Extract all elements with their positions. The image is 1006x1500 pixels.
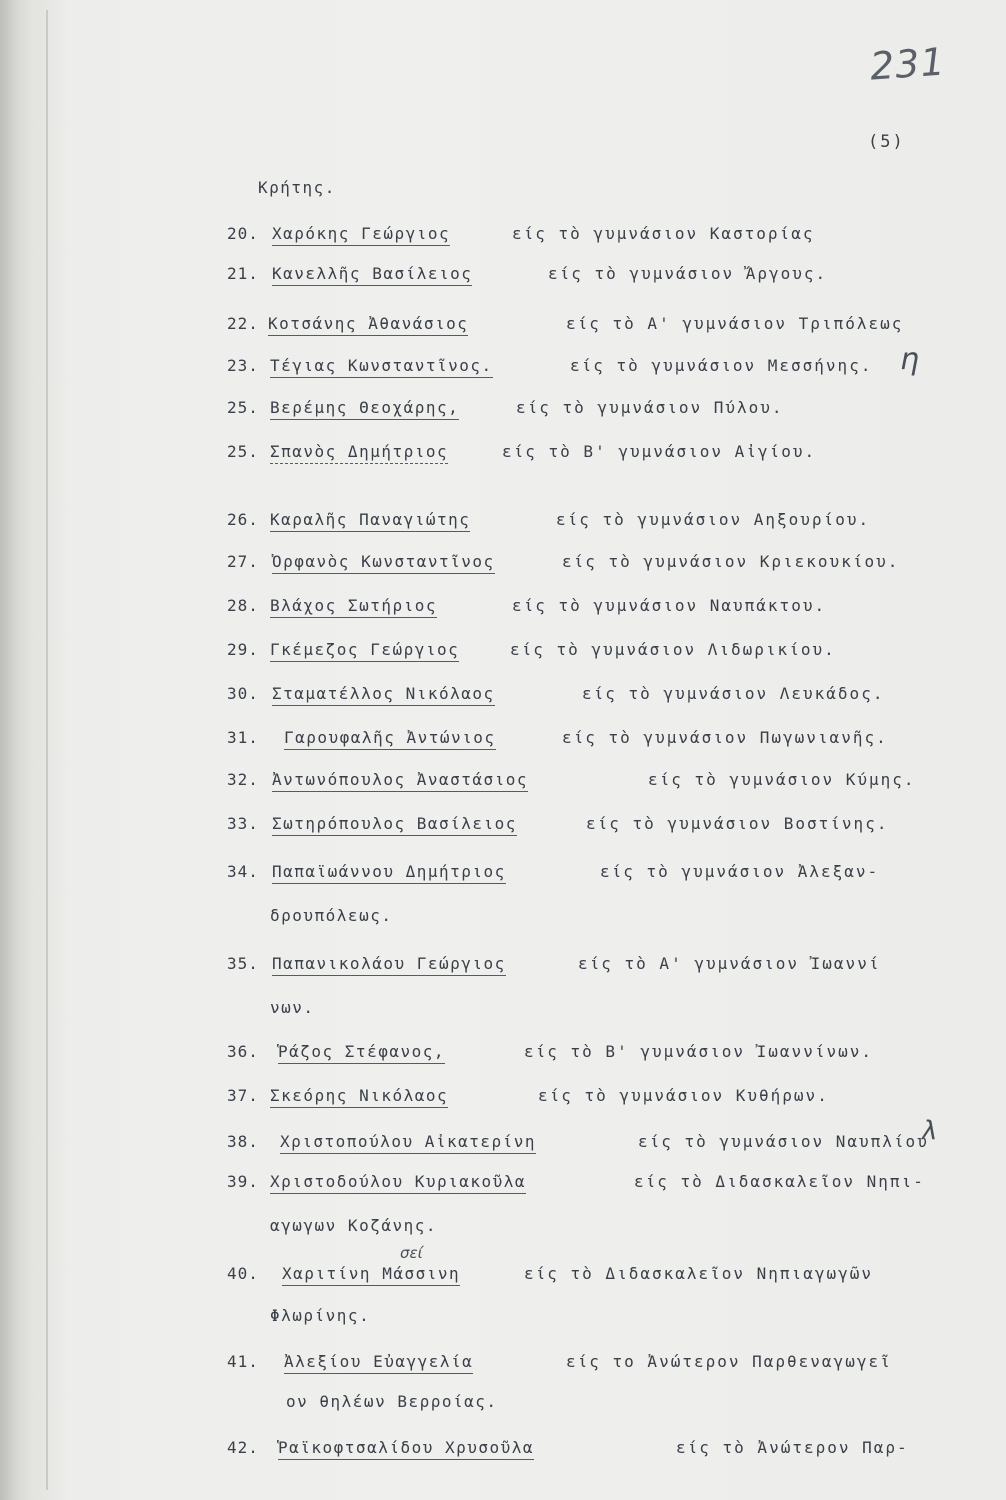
entry-name: Σταματέλλος Νικόλαος: [272, 684, 495, 706]
entry-continuation: Φλωρίνης.: [270, 1306, 371, 1325]
entry-name: Χριστοπούλου Αἰκατερίνη: [280, 1132, 536, 1154]
entry-name: Ὀρφανὸς Κωνσταντῖνος: [272, 552, 495, 574]
entry-name: Γκέμεζος Γεώργιος: [270, 640, 459, 662]
entry-number: 25.: [227, 442, 259, 461]
handwritten-correction: σεί: [400, 1244, 423, 1262]
entry-name: Ῥάζος Στέφανος,: [278, 1042, 445, 1064]
handwritten-correction: λ: [922, 1116, 938, 1146]
entry-number: 28.: [227, 596, 259, 615]
entry-number: 27.: [227, 552, 259, 571]
entry-assignment: είς τὸ γυμνάσιον Ναυπλίου: [638, 1132, 929, 1151]
entry-assignment: είς το Ἀνώτερον Παρθεναγωγεῖ: [566, 1352, 892, 1371]
entry-assignment: είς τὸ Διδασκαλεῖον Νηπι-: [634, 1172, 925, 1191]
entry-number: 32.: [227, 770, 259, 789]
entry-number: 29.: [227, 640, 259, 659]
entry-number: 23.: [227, 356, 259, 375]
entry-name: Χαριτίνη Μάσσινη: [282, 1264, 460, 1286]
entry-continuation: δρουπόλεως.: [270, 906, 393, 925]
entry-number: 42.: [227, 1438, 259, 1457]
entry-name: Παπανικολάου Γεώργιος: [272, 954, 506, 976]
entry-assignment: είς τὸ γυμνάσιον Μεσσήνης.: [570, 356, 873, 375]
entry-assignment: είς τὸ γυμνάσιον Κριεκουκίου.: [562, 552, 900, 571]
entry-assignment: είς τὸ γυμνάσιον Ἄργους.: [548, 264, 828, 283]
folio-number: 231: [868, 39, 947, 89]
entry-continuation: ον θηλέων Βερροίας.: [286, 1392, 498, 1411]
entry-assignment: είς τὸ Ἀνώτερον Παρ-: [676, 1438, 909, 1457]
entry-assignment: είς τὸ Α' γυμνάσιον Τριπόλεως: [566, 314, 904, 333]
entry-name: Βλάχος Σωτήριος: [270, 596, 437, 618]
entry-name: Ῥαϊκοφτσαλίδου Χρυσοῦλα: [278, 1438, 534, 1460]
entry-name: Κανελλῆς Βασίλειος: [272, 264, 472, 286]
entry-number: 41.: [227, 1352, 259, 1371]
entry-assignment: είς τὸ γυμνάσιον Καστορίας: [512, 224, 815, 243]
entry-name: Καραλῆς Παναγιώτης: [270, 510, 470, 532]
entry-assignment: είς τὸ γυμνάσιον Ναυπάκτου.: [512, 596, 827, 615]
entry-name: Ἀντωνόπουλος Ἀναστάσιος: [272, 770, 528, 792]
entry-number: 30.: [227, 684, 259, 703]
entry-assignment: είς τὸ γυμνάσιον Αηξουρίου.: [556, 510, 871, 529]
entry-number: 21.: [227, 264, 259, 283]
entry-assignment: είς τὸ γυμνάσιον Κυθήρων.: [538, 1086, 829, 1105]
entry-name: Χριστοδούλου Κυριακοῦλα: [270, 1172, 526, 1194]
handwritten-correction: η: [900, 342, 920, 377]
entry-number: 38.: [227, 1132, 259, 1151]
entry-continuation: νων.: [270, 998, 315, 1017]
continued-text: Κρήτης.: [258, 178, 336, 197]
entry-assignment: είς τὸ Α' γυμνάσιον Ἰωαννί: [578, 954, 881, 973]
entry-number: 34.: [227, 862, 259, 881]
entry-number: 39.: [227, 1172, 259, 1191]
entry-number: 35.: [227, 954, 259, 973]
entry-name: Σπανὸς Δημήτριος: [270, 442, 448, 464]
entry-name: Παπαϊωάννου Δημήτριος: [272, 862, 506, 884]
entry-number: 25.: [227, 398, 259, 417]
entry-number: 36.: [227, 1042, 259, 1061]
entry-number: 33.: [227, 814, 259, 833]
binding-shadow: [0, 0, 70, 1500]
entry-assignment: είς τὸ γυμνάσιον Πύλου.: [516, 398, 784, 417]
entry-number: 37.: [227, 1086, 259, 1105]
entry-number: 20.: [227, 224, 259, 243]
entry-number: 22.: [227, 314, 259, 333]
entry-name: Κοτσάνης Ἀθανάσιος: [268, 314, 468, 336]
entry-assignment: είς τὸ γυμνάσιον Βοστίνης.: [586, 814, 889, 833]
entry-assignment: είς τὸ Β' γυμνάσιον Ἰωαννίνων.: [524, 1042, 873, 1061]
entry-name: Σωτηρόπουλος Βασίλειος: [272, 814, 517, 836]
entry-name: Τέγιας Κωνσταντῖνος.: [270, 356, 493, 378]
entry-continuation: αγωγων Κοζάνης.: [270, 1216, 437, 1235]
entry-assignment: είς τὸ γυμνάσιον Κύμης.: [648, 770, 916, 789]
entry-assignment: είς τὸ Διδασκαλεῖον Νηπιαγωγῶν: [524, 1264, 873, 1283]
entry-assignment: είς τὸ γυμνάσιον Λιδωρικίου.: [510, 640, 836, 659]
entry-assignment: είς τὸ γυμνάσιον Πωγωνιανῆς.: [562, 728, 888, 747]
page-fold-line: [46, 10, 48, 1490]
entry-name: Ἀλεξίου Εὐαγγελία: [284, 1352, 473, 1374]
entry-number: 31.: [227, 728, 259, 747]
entry-assignment: είς τὸ Β' γυμνάσιον Αἰγίου.: [502, 442, 817, 461]
entry-number: 40.: [227, 1264, 259, 1283]
entry-assignment: είς τὸ γυμνάσιον Λευκάδος.: [582, 684, 885, 703]
entry-name: Σκεόρης Νικόλαος: [270, 1086, 448, 1108]
entry-number: 26.: [227, 510, 259, 529]
page-number: (5): [868, 132, 905, 152]
entry-name: Γαρουφαλῆς Ἀντώνιος: [284, 728, 496, 750]
entry-name: Χαρόκης Γεώργιος: [272, 224, 450, 246]
entry-assignment: είς τὸ γυμνάσιον Ἀλεξαν-: [600, 862, 880, 881]
entry-name: Βερέμης Θεοχάρης,: [270, 398, 459, 420]
